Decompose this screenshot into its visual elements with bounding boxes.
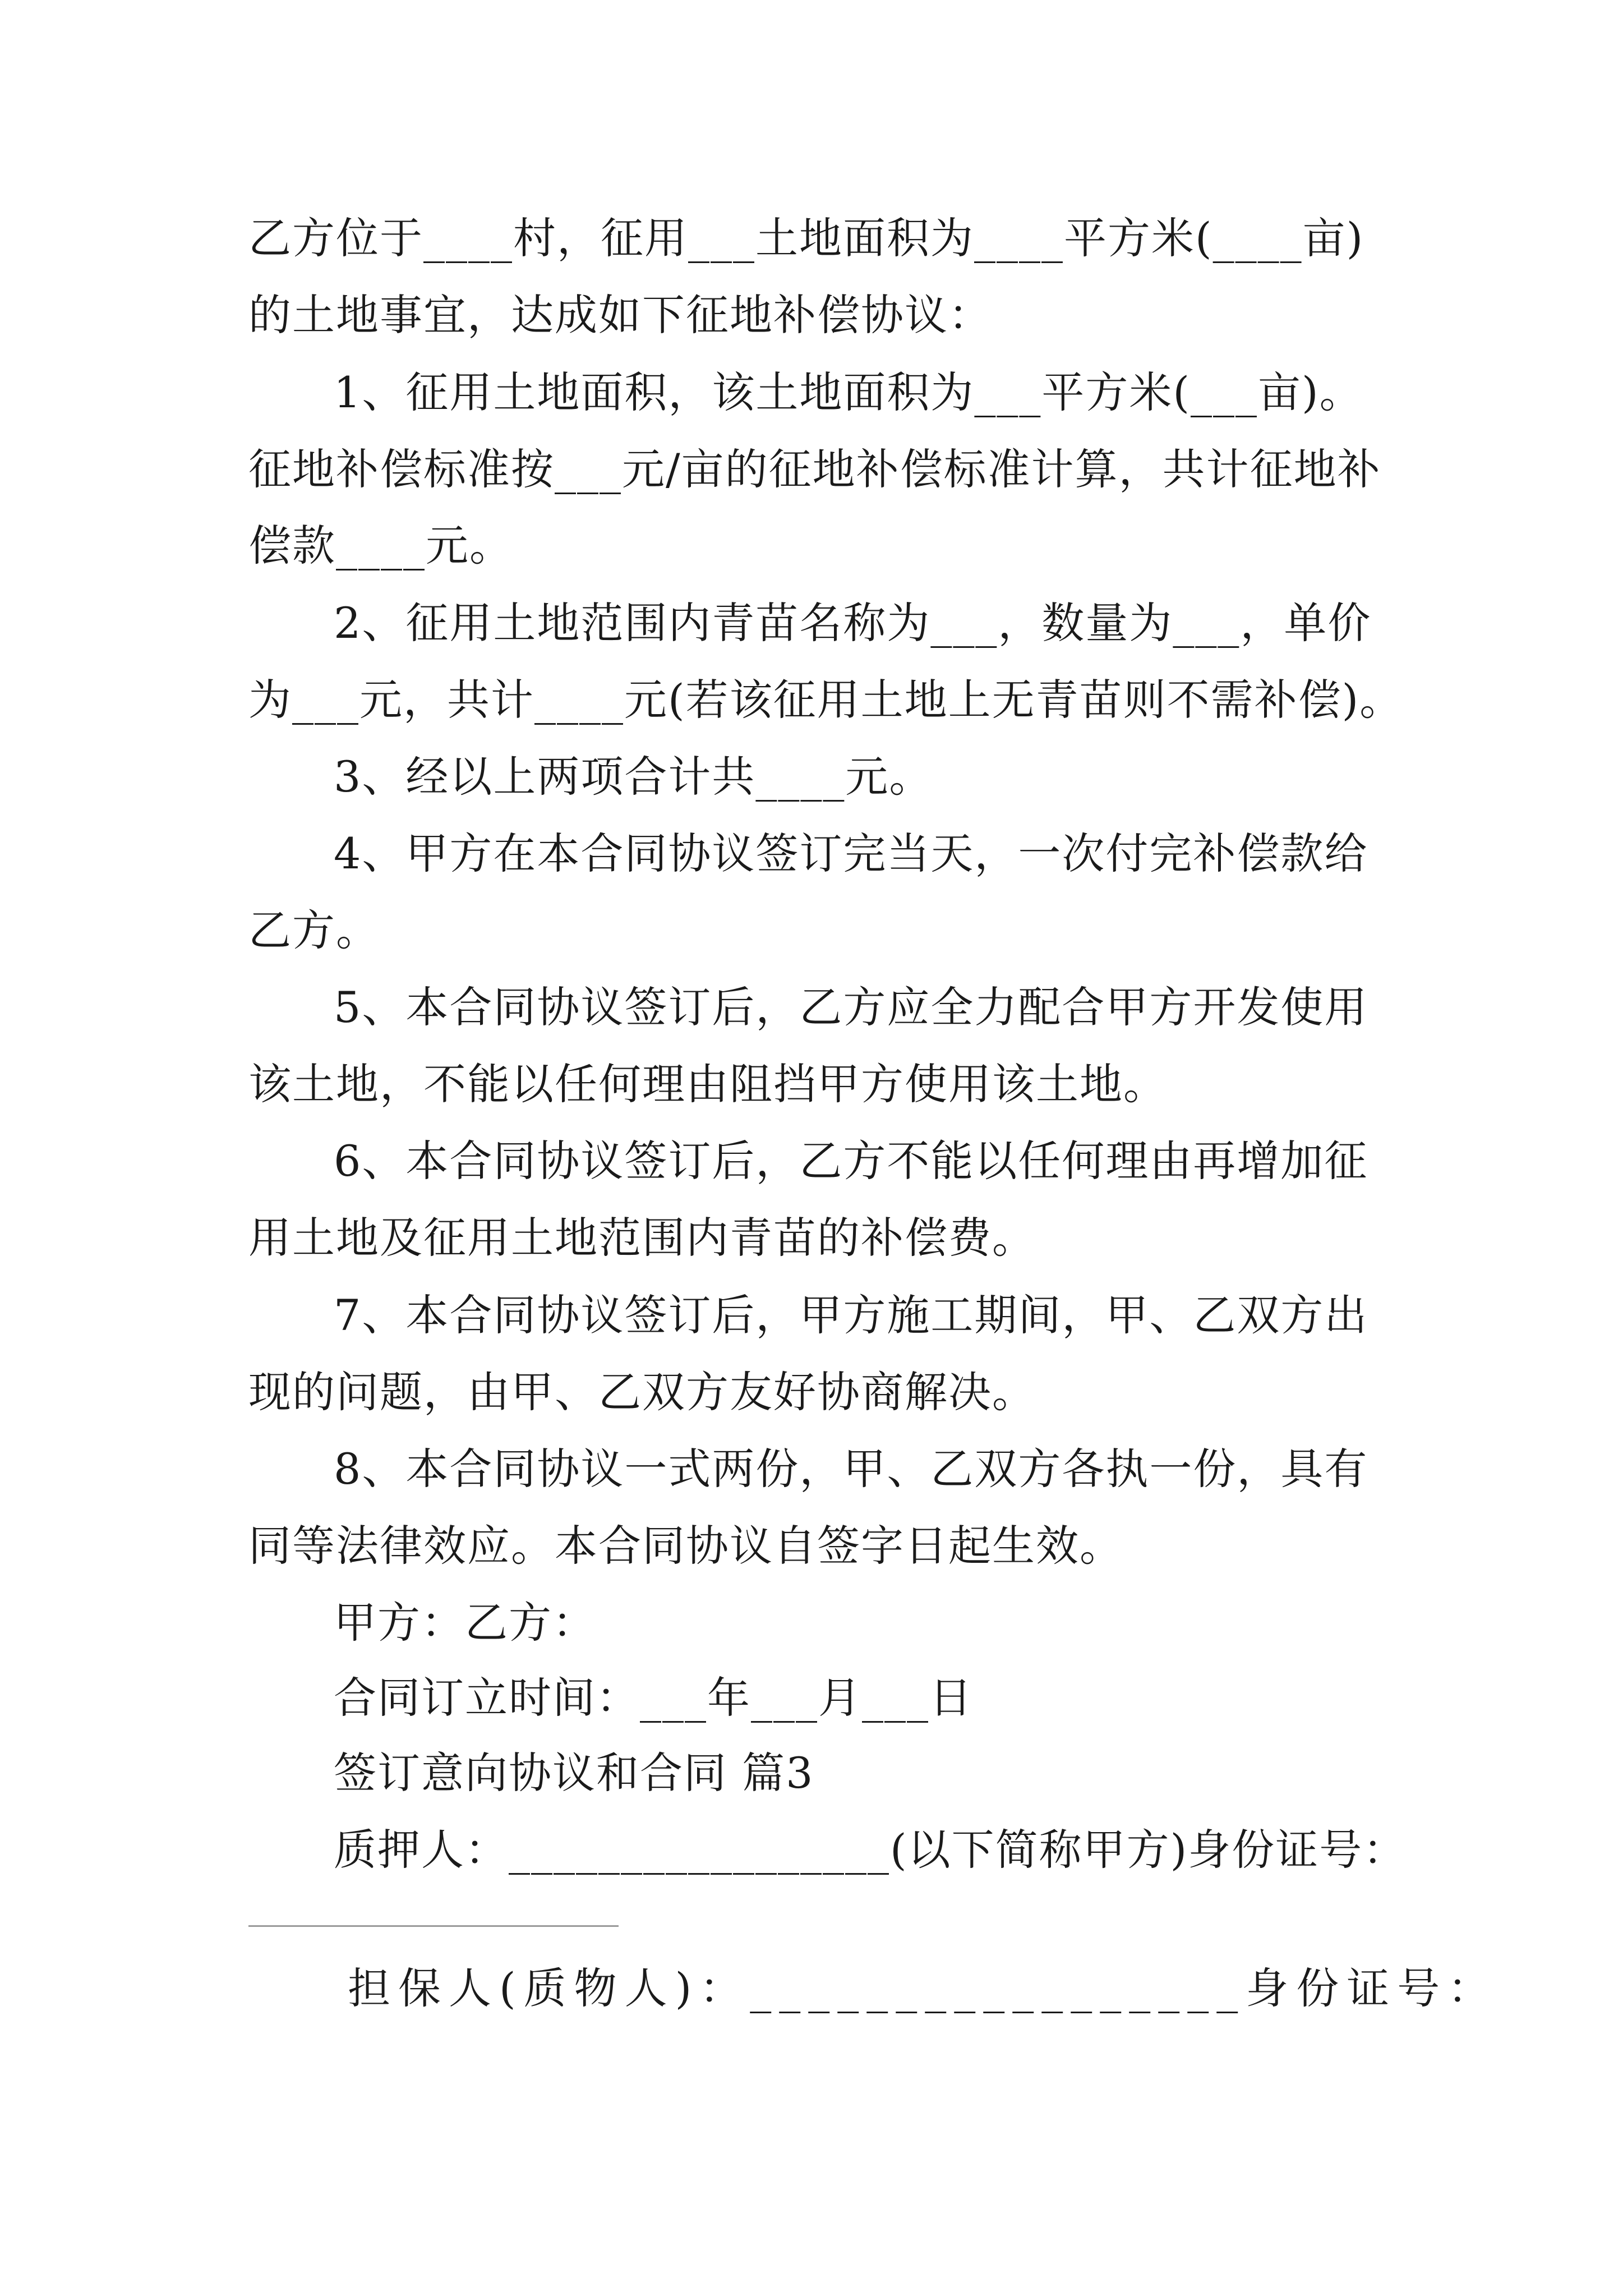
clause-2-line: 为___元，共计____元(若该征用土地上无青苗则不需补偿)。: [248, 675, 1404, 725]
clause-8-line: 8、本合同协议一式两份，甲、乙双方各执一份，具有: [334, 1444, 1368, 1494]
pledgor-line: 质押人：_________________(以下简称甲方)身份证号：: [334, 1825, 1407, 1875]
clause-5-line: 该土地，不能以任何理由阻挡甲方使用该土地。: [248, 1059, 1167, 1109]
footnote-divider: [248, 1925, 619, 1927]
clause-5-line: 5、本合同协议签订后，乙方应全力配合甲方开发使用: [334, 982, 1368, 1032]
clause-4-line: 4、甲方在本合同协议签订完当天，一次付完补偿款给: [334, 829, 1368, 878]
signature-parties: 甲方：乙方：: [334, 1598, 596, 1648]
paragraph-line: 的土地事宜，达成如下征地补偿协议：: [248, 290, 992, 340]
clause-4-line: 乙方。: [248, 905, 380, 955]
guarantor-line: 担保人(质物人)：_________________身份证号：: [348, 1963, 1498, 2013]
clause-6-line: 用土地及征用土地范围内青苗的补偿费。: [248, 1213, 1036, 1263]
section-heading: 签订意向协议和合同 篇3: [334, 1748, 814, 1798]
clause-1-line: 征地补偿标准按___元/亩的征地补偿标准计算，共计征地补: [248, 444, 1381, 494]
clause-6-line: 6、本合同协议签订后，乙方不能以任何理由再增加征: [334, 1136, 1368, 1186]
clause-1-line: 1、征用土地面积，该土地面积为___平方米(___亩)。: [334, 367, 1363, 417]
clause-7-line: 现的问题，由甲、乙双方友好协商解决。: [248, 1367, 1036, 1417]
clause-2-line: 2、征用土地范围内青苗名称为___，数量为___，单价: [334, 598, 1372, 648]
clause-7-line: 7、本合同协议签订后，甲方施工期间，甲、乙双方出: [334, 1290, 1368, 1340]
clause-3-line: 3、经以上两项合计共____元。: [334, 752, 933, 802]
clause-1-line: 偿款____元。: [248, 521, 513, 570]
contract-date: 合同订立时间：___年___月___日: [334, 1673, 973, 1723]
paragraph-line: 乙方位于____村，征用___土地面积为____平方米(____亩): [248, 213, 1364, 263]
clause-8-line: 同等法律效应。本合同协议自签字日起生效。: [248, 1521, 1123, 1571]
